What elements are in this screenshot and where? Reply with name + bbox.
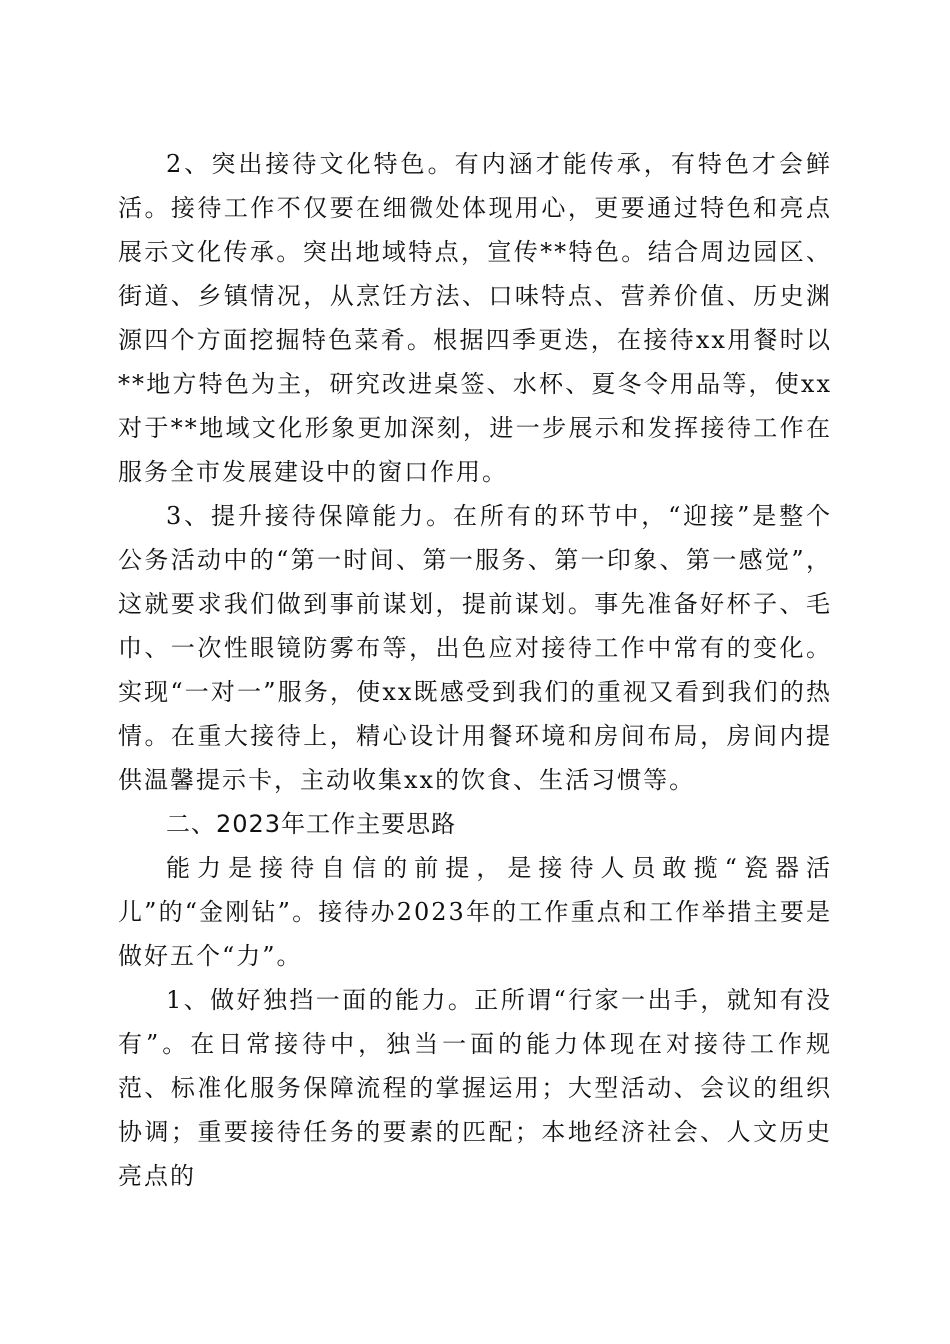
paragraph-culture-feature: 2、突出接待文化特色。有内涵才能传承，有特色才会鲜活。接待工作不仅要在细微处体现用心，更要通过特色和亮点展示文化传承。突出地域特点，宣传**特色。结合周边园区、街道、乡镇情况，从烹饪方法、口味特点、营养价值、历史渊源四个方面挖掘特色菜肴。根据四季更迭，在接待xx用餐时以**地方特色为主，研究改进桌签、水杯、夏冬令用品等，使xx对于**地域文化形象更加深刻，进一步展示和发挥接待工作在服务全市发展建设中的窗口作用。 (118, 150, 832, 486)
document-body (118, 142, 832, 1198)
paragraph-independent-ability: 1、做好独挡一面的能力。正所谓“行家一出手，就知有没有”。在日常接待中，独当一面的能力体现在对接待工作规范、标准化服务保障流程的掌握运用；大型活动、会议的组织协调；重要接待任务的要素的匹配；本地经济社会、人文历史亮点的 (118, 986, 832, 1190)
paragraph-reception-support: 3、提升接待保障能力。在所有的环节中，“迎接”是整个公务活动中的“第一时间、第一服务、第一印象、第一感觉”，这就要求我们做到事前谋划，提前谋划。事先准备好杯子、毛巾、一次性眼镜防雾布等，出色应对接待工作中常有的变化。实现“一对一”服务，使xx既感受到我们的重视又看到我们的热情。在重大接待上，精心设计用餐环境和房间布局，房间内提供温馨提示卡，主动收集xx的饮食、生活习惯等。 (118, 502, 832, 794)
section-heading: 二、2023年工作主要思路 (166, 810, 457, 838)
paragraph-ability-intro: 能力是接待自信的前提，是接待人员敢揽“瓷器活儿”的“金刚钻”。接待办2023年的工作重点和工作举措主要是做好五个“力”。 (118, 854, 832, 970)
